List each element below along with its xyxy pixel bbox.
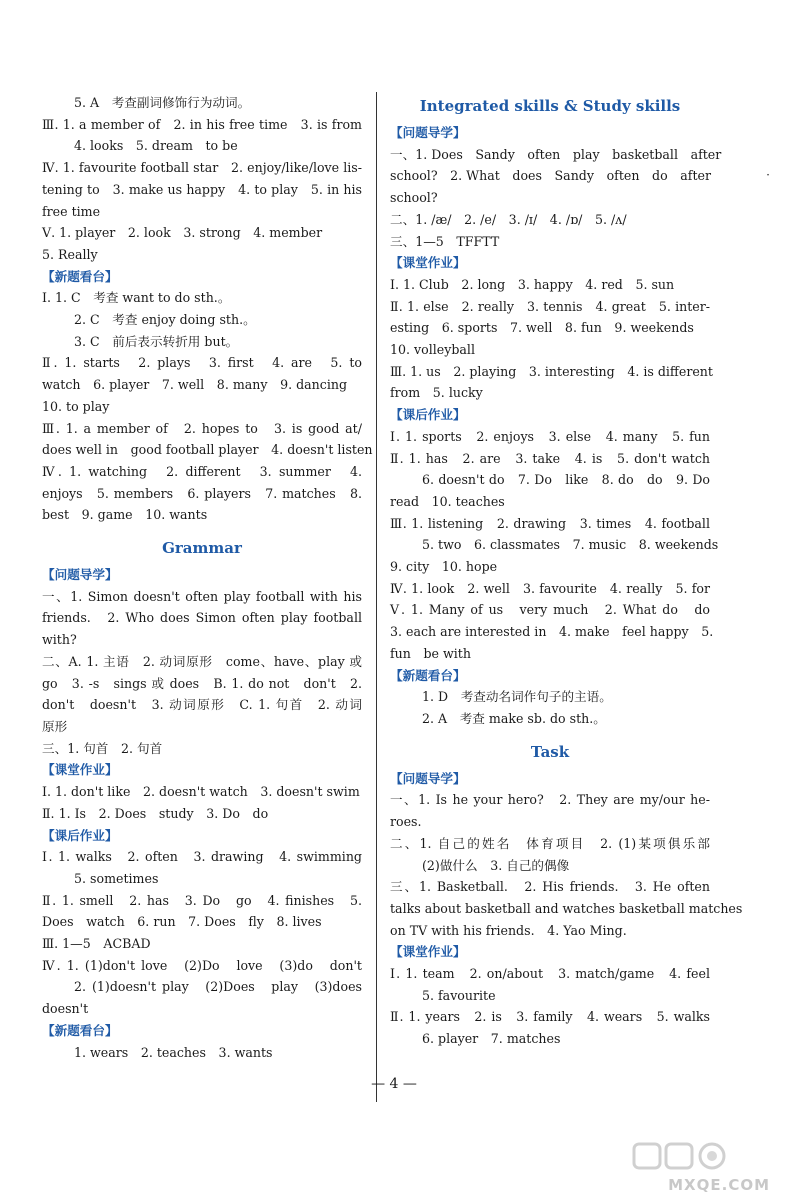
right-column <box>390 92 743 1050</box>
section-title: Task <box>530 742 570 761</box>
answer-line: 4. looks 5. dream to be <box>74 138 238 154</box>
answer-line: 5. two 6. classmates 7. music 8. weekends <box>422 537 719 553</box>
answer-line: Ⅰ. 1. sports 2. enjoys 3. else 4. many 5. fun <box>390 428 710 444</box>
answer-line: esting 6. sports 7. well 8. fun 9. weekends <box>390 320 694 336</box>
answer-line: 1. D 考查动名词作句子的主语。 <box>422 689 612 705</box>
answer-line: 二、1. /æ/ 2. /e/ 3. /ɪ/ 4. /ɒ/ 5. /ʌ/ <box>390 211 627 227</box>
answer-line: 3. C 前后表示转折用 but。 <box>74 333 239 349</box>
answer-line: 三、1. Basketball. 2. His friends. 3. He often <box>390 879 710 895</box>
answer-line: 9. city 10. hope <box>390 559 498 575</box>
answer-line: don't doesn't 3. 动词原形 C. 1. 句首 2. 动词 <box>42 697 362 713</box>
answer-line: 10. volleyball <box>390 342 475 358</box>
section-tag: 【新题看台】 <box>390 667 466 683</box>
answer-line: Ⅲ. 1—5 ACBAD <box>42 936 151 952</box>
answer-line: Ⅱ. 1. starts 2. plays 3. first 4. are 5. to <box>42 355 362 371</box>
answer-line: 三、1—5 TFFTT <box>390 233 500 249</box>
answer-line: Ⅱ. 1. else 2. really 3. tennis 4. great 5. inter- <box>390 298 710 314</box>
answer-line: roes. <box>390 814 422 830</box>
answer-line: 6. player 7. matches <box>422 1031 561 1047</box>
answer-line: Ⅳ. 1. favourite football star 2. enjoy/like/love lis- <box>42 160 362 176</box>
answer-line: (2)做什么 3. 自己的偶像 <box>422 857 570 873</box>
answer-line: best 9. game 10. wants <box>42 507 208 523</box>
answer-line: 二、A. 1. 主语 2. 动词原形 come、have、play 或 <box>42 653 362 669</box>
answer-line: 5. favourite <box>422 987 496 1003</box>
section-tag: 【问题导学】 <box>390 125 466 140</box>
answer-line: free time <box>42 203 101 219</box>
answer-line: tening to 3. make us happy 4. to play 5. in his <box>42 181 362 197</box>
side-mark: · <box>766 168 770 182</box>
answer-line: friends. 2. Who does Simon often play football <box>42 610 362 626</box>
answer-line: enjoys 5. members 6. players 7. matches 8. <box>42 485 362 501</box>
answer-line: 5. Really <box>42 246 98 262</box>
answer-line: 2. A 考查 make sb. do sth.。 <box>422 710 606 726</box>
answer-line: does well in good football player 4. doesn't listen <box>42 442 373 458</box>
answer-line: Ⅴ. 1. player 2. look 3. strong 4. member <box>42 225 323 241</box>
answer-line: fun be with <box>390 645 471 661</box>
answer-line: with? <box>42 632 77 648</box>
section-title: Integrated skills & Study skills <box>419 97 681 115</box>
answer-line: from 5. lucky <box>390 385 483 401</box>
left-column <box>42 92 373 1063</box>
answer-line: Ⅰ. 1. walks 2. often 3. drawing 4. swimming <box>42 849 362 865</box>
answer-line: Does watch 6. run 7. Does fly 8. lives <box>42 914 322 930</box>
answer-line: doesn't <box>42 1001 89 1017</box>
answer-line: watch 6. player 7. well 8. many 9. dancing <box>42 377 348 393</box>
column-divider <box>376 92 377 1102</box>
section-tag: 【问题导学】 <box>42 567 118 583</box>
answer-line: Ⅱ. 1. smell 2. has 3. Do go 4. finishes 5. <box>42 892 362 908</box>
answer-line: Ⅳ. 1. look 2. well 3. favourite 4. really 5. for <box>390 580 710 596</box>
answer-line: 二、1. 自己的姓名 体育项目 2. (1)某项俱乐部 <box>390 835 710 851</box>
answer-line: 5. A 考查副词修饰行为动词。 <box>74 95 251 110</box>
section-title: Grammar <box>162 539 242 558</box>
answer-line: 原形 <box>42 718 68 734</box>
answer-line: Ⅰ. 1. don't like 2. doesn't watch 3. doesn't swim <box>42 784 360 800</box>
answer-line: 2. (1)doesn't play (2)Does play (3)does <box>74 979 362 995</box>
answer-line: 2. C 考查 enjoy doing sth.。 <box>74 312 256 328</box>
page-number: — 4 — <box>371 1076 417 1092</box>
answer-line: 3. each are interested in 4. make feel happy 5. <box>390 624 714 640</box>
answer-line: read 10. teaches <box>390 493 505 509</box>
answer-line: Ⅱ. 1. has 2. are 3. take 4. is 5. don't watch <box>390 450 710 466</box>
answer-line: 一、1. Does Sandy often play basketball after <box>390 146 722 162</box>
answer-line: 10. to play <box>42 398 110 414</box>
answer-line: 一、1. Simon doesn't often play football with his <box>42 588 362 604</box>
answer-line: Ⅲ. 1. a member of 2. hopes to 3. is good at/ <box>42 420 362 436</box>
section-tag: 【课堂作业】 <box>390 944 466 960</box>
answer-line: Ⅰ. 1. C 考查 want to do sth.。 <box>42 290 231 306</box>
section-tag: 【课后作业】 <box>390 407 466 423</box>
answer-line: Ⅲ. 1. listening 2. drawing 3. times 4. football <box>390 515 710 531</box>
answer-line: 1. wears 2. teaches 3. wants <box>74 1044 273 1060</box>
answer-line: Ⅰ. 1. team 2. on/about 3. match/game 4. feel <box>390 966 710 982</box>
answer-line: Ⅱ. 1. years 2. is 3. family 4. wears 5. walks <box>390 1009 710 1025</box>
answer-line: 一、1. Is he your hero? 2. They are my/our he- <box>390 792 710 808</box>
section-tag: 【课堂作业】 <box>42 762 118 778</box>
answer-line: go 3. -s sings 或 does B. 1. do not don't 2. <box>42 675 362 691</box>
section-tag: 【新题看台】 <box>42 268 118 284</box>
answer-line: school? 2. What does Sandy often do after <box>390 168 711 184</box>
watermark-text: MXQE.COM <box>668 1176 770 1194</box>
section-tag: 【课后作业】 <box>42 827 118 843</box>
answer-line: 三、1. 句首 2. 句首 <box>42 740 163 756</box>
answer-line: 6. doesn't do 7. Do like 8. do do 9. Do <box>422 472 710 488</box>
answer-line: Ⅲ. 1. a member of 2. in his free time 3. is from <box>42 116 362 132</box>
section-tag: 【课堂作业】 <box>390 255 466 271</box>
answer-line: Ⅱ. 1. Is 2. Does study 3. Do do <box>42 805 269 821</box>
answer-line: school? <box>390 190 438 206</box>
answer-line: Ⅰ. 1. Club 2. long 3. happy 4. red 5. sun <box>390 276 675 292</box>
answer-line: Ⅴ. 1. Many of us very much 2. What do do <box>390 602 710 618</box>
answer-line: 5. sometimes <box>74 870 159 886</box>
section-tag: 【新题看台】 <box>42 1022 118 1038</box>
answer-line: Ⅳ. 1. (1)don't love (2)Do love (3)do don't <box>42 957 362 973</box>
answer-line: Ⅳ. 1. watching 2. different 3. summer 4. <box>42 463 362 479</box>
answer-line: Ⅲ. 1. us 2. playing 3. interesting 4. is different <box>390 363 713 379</box>
answer-line: talks about basketball and watches basketball matches <box>390 900 743 916</box>
answer-line: on TV with his friends. 4. Yao Ming. <box>390 922 627 938</box>
section-tag: 【问题导学】 <box>390 770 466 786</box>
